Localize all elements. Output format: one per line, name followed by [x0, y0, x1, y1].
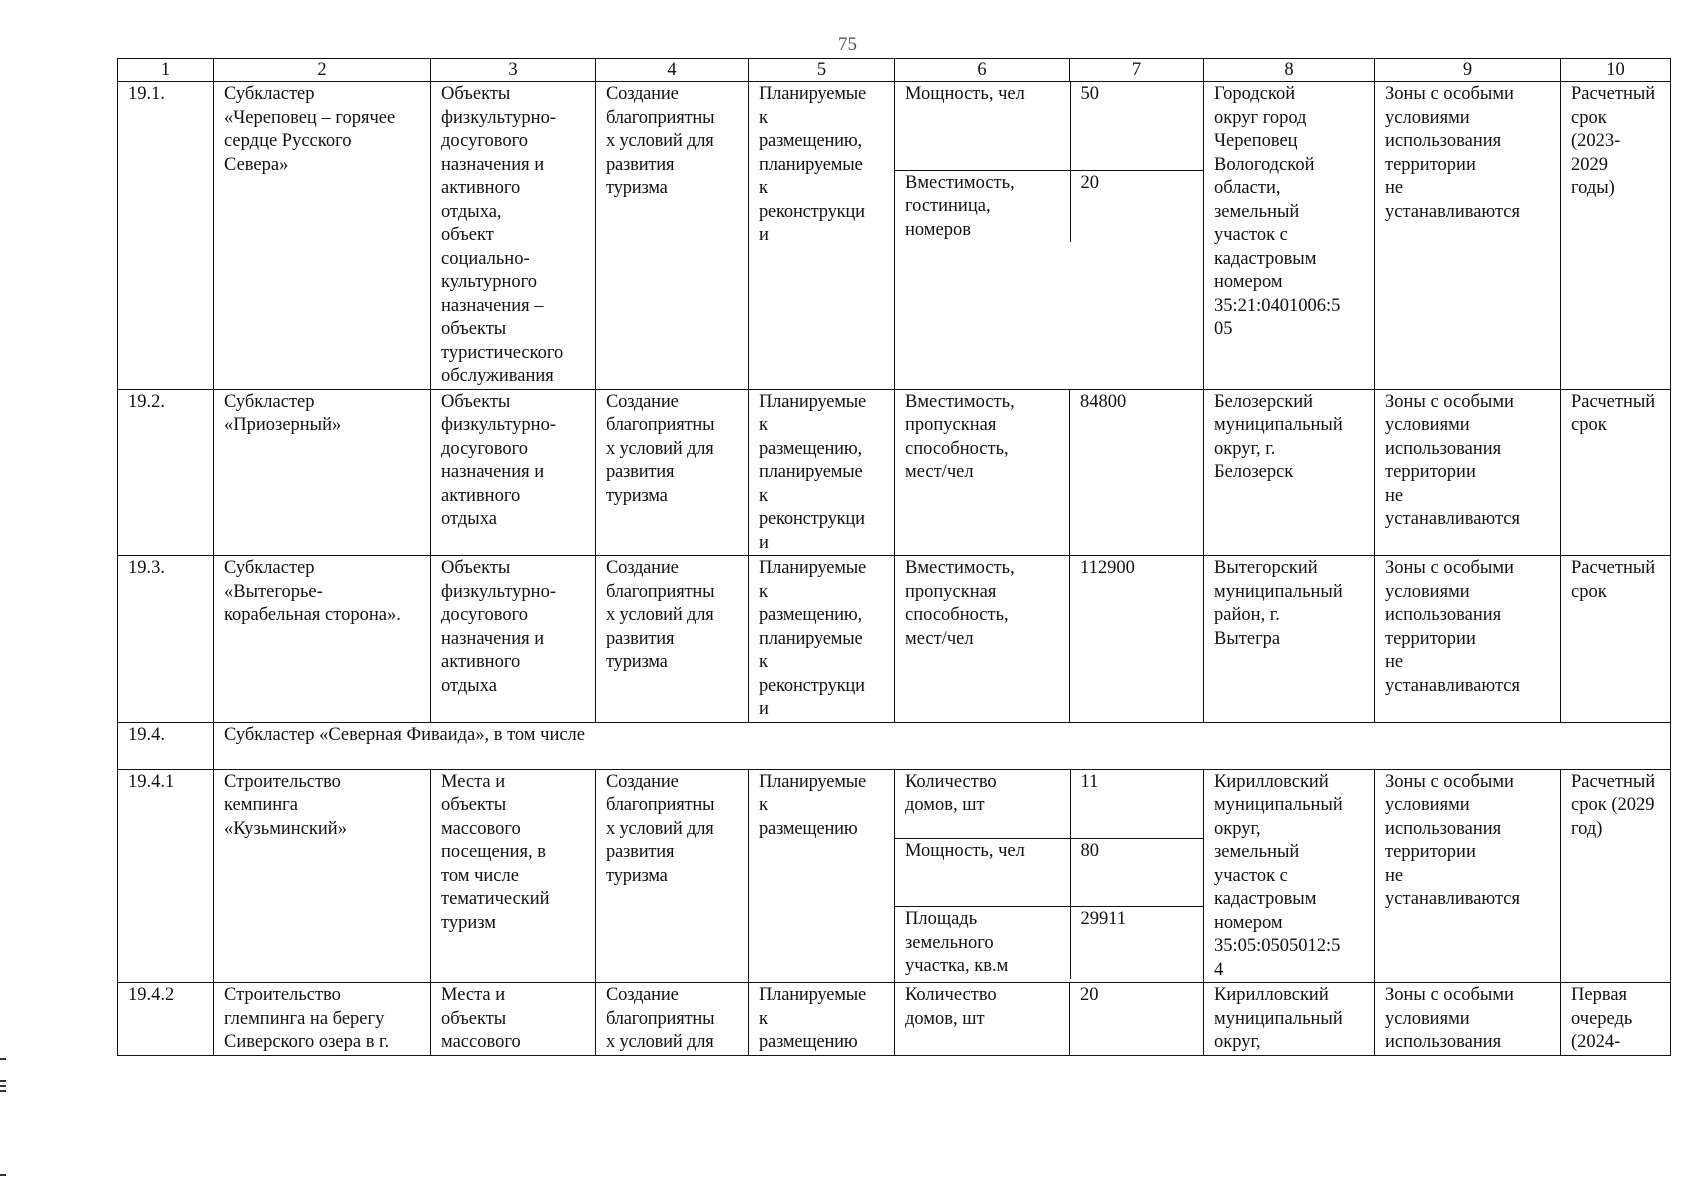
col-header: 9	[1375, 59, 1561, 82]
table-row	[118, 769, 1671, 983]
param-value: 20	[1070, 170, 1203, 242]
param-value: 84800	[1070, 389, 1204, 556]
param-name: Вместимость, пропускная способность, мест/чел	[895, 556, 1070, 723]
col-header: 5	[749, 59, 895, 82]
param-name: Мощность, чел	[895, 839, 1070, 907]
col-header: 4	[596, 59, 749, 82]
row-status: Планируемые к размещению	[749, 769, 895, 983]
margin-mark	[0, 1058, 6, 1060]
col-header: 1	[118, 59, 214, 82]
row-name: Субкластер «Череповец – горячее сердце Русского Севера»	[214, 82, 431, 390]
param-name: Количество домов, шт	[905, 771, 997, 815]
row-status: Планируемые к размещению, планируемые к реконструкци и	[749, 389, 895, 556]
row-number: 19.4.2	[118, 983, 214, 1056]
row-term: Расчетный срок (2029 год)	[1561, 769, 1671, 983]
table-row	[118, 722, 1671, 769]
margin-mark	[0, 1090, 6, 1092]
table-row	[118, 983, 1671, 1056]
header-row	[118, 59, 1671, 82]
row-term: Расчетный срок	[1561, 556, 1671, 723]
row-merged-title: Субкластер «Северная Фиваида», в том числе	[214, 722, 1671, 769]
row-number: 19.2.	[118, 389, 214, 556]
table-row	[118, 556, 1671, 723]
row-status: Планируемые к размещению, планируемые к реконструкци и	[749, 82, 895, 390]
row-location: Белозерский муниципальный округ, г. Белозерск	[1204, 389, 1375, 556]
param-value: 112900	[1070, 556, 1204, 723]
col-header: 10	[1561, 59, 1671, 82]
row-number: 19.4.	[118, 722, 214, 769]
param-value: 20	[1070, 983, 1204, 1056]
row-number: 19.3.	[118, 556, 214, 723]
row-zones: Зоны с особыми условиями использования территории не устанавливаются	[1375, 556, 1561, 723]
row-params	[895, 769, 1204, 983]
col-header: 2	[214, 59, 431, 82]
param-value: 80	[1070, 839, 1203, 907]
row-number: 19.1.	[118, 82, 214, 390]
col-header: 6	[895, 59, 1070, 82]
page-number: 75	[838, 34, 857, 55]
margin-mark	[0, 1080, 6, 1082]
row-location: Кирилловский муниципальный округ,	[1204, 983, 1375, 1056]
row-zones: Зоны с особыми условиями использования	[1375, 983, 1561, 1056]
row-purpose: Создание благоприятны х условий для развития туризма	[596, 769, 749, 983]
margin-mark	[0, 1085, 6, 1087]
row-objects: Объекты физкультурно- досугового назначения и активного отдыха, объект социально- культурного назначения – объекты туристического обслуживания	[431, 82, 596, 390]
row-purpose: Создание благоприятны х условий для	[596, 983, 749, 1056]
row-purpose: Создание благоприятны х условий для развития туризма	[596, 82, 749, 390]
param-value: 11	[1070, 770, 1203, 839]
row-number: 19.4.1	[118, 769, 214, 983]
row-status: Планируемые к размещению, планируемые к реконструкци и	[749, 556, 895, 723]
row-name: Субкластер «Приозерный»	[214, 389, 431, 556]
row-term: Расчетный срок	[1561, 389, 1671, 556]
col-header: 8	[1204, 59, 1375, 82]
row-objects: Места и объекты массового посещения, в том числе тематический туризм	[431, 769, 596, 983]
param-name: Вместимость, гостиница, номеров	[895, 170, 1070, 242]
row-params	[895, 82, 1204, 390]
row-name: Строительство глемпинга на берегу Сиверского озера в г.	[214, 983, 431, 1056]
row-purpose: Создание благоприятны х условий для развития туризма	[596, 556, 749, 723]
row-objects: Объекты физкультурно- досугового назначения и активного отдыха	[431, 556, 596, 723]
row-term: Расчетный срок (2023- 2029 годы)	[1561, 82, 1671, 390]
table-row	[118, 389, 1671, 556]
margin-mark	[0, 1174, 6, 1176]
row-location: Вытегорский муниципальный район, г. Вытегра	[1204, 556, 1375, 723]
param-value: 29911	[1070, 907, 1203, 979]
row-objects: Места и объекты массового	[431, 983, 596, 1056]
row-purpose: Создание благоприятны х условий для развития туризма	[596, 389, 749, 556]
row-zones: Зоны с особыми условиями использования территории не устанавливаются	[1375, 769, 1561, 983]
row-term: Первая очередь (2024-	[1561, 983, 1671, 1056]
planning-table	[117, 58, 1671, 1056]
param-name: Количество домов, шт	[895, 983, 1070, 1056]
param-value: 50	[1070, 82, 1203, 170]
row-name: Субкластер «Вытегорье- корабельная сторона».	[214, 556, 431, 723]
param-name: Площадь земельного участка, кв.м	[895, 907, 1070, 979]
param-name: Мощность, чел	[905, 84, 1025, 104]
row-zones: Зоны с особыми условиями использования территории не устанавливаются	[1375, 82, 1561, 390]
col-header: 3	[431, 59, 596, 82]
param-name: Вместимость, пропускная способность, мест/чел	[895, 389, 1070, 556]
row-objects: Объекты физкультурно- досугового назначения и активного отдыха	[431, 389, 596, 556]
col-header: 7	[1070, 59, 1204, 82]
table-row	[118, 82, 1671, 390]
row-location: Городской округ город Череповец Вологодской области, земельный участок с кадастровым номером 35:21:0401006:5 05	[1204, 82, 1375, 390]
row-location: Кирилловский муниципальный округ, земельный участок с кадастровым номером 35:05:0505012:5 4	[1204, 769, 1375, 983]
row-zones: Зоны с особыми условиями использования территории не устанавливаются	[1375, 389, 1561, 556]
row-name: Строительство кемпинга «Кузьминский»	[214, 769, 431, 983]
row-status: Планируемые к размещению	[749, 983, 895, 1056]
